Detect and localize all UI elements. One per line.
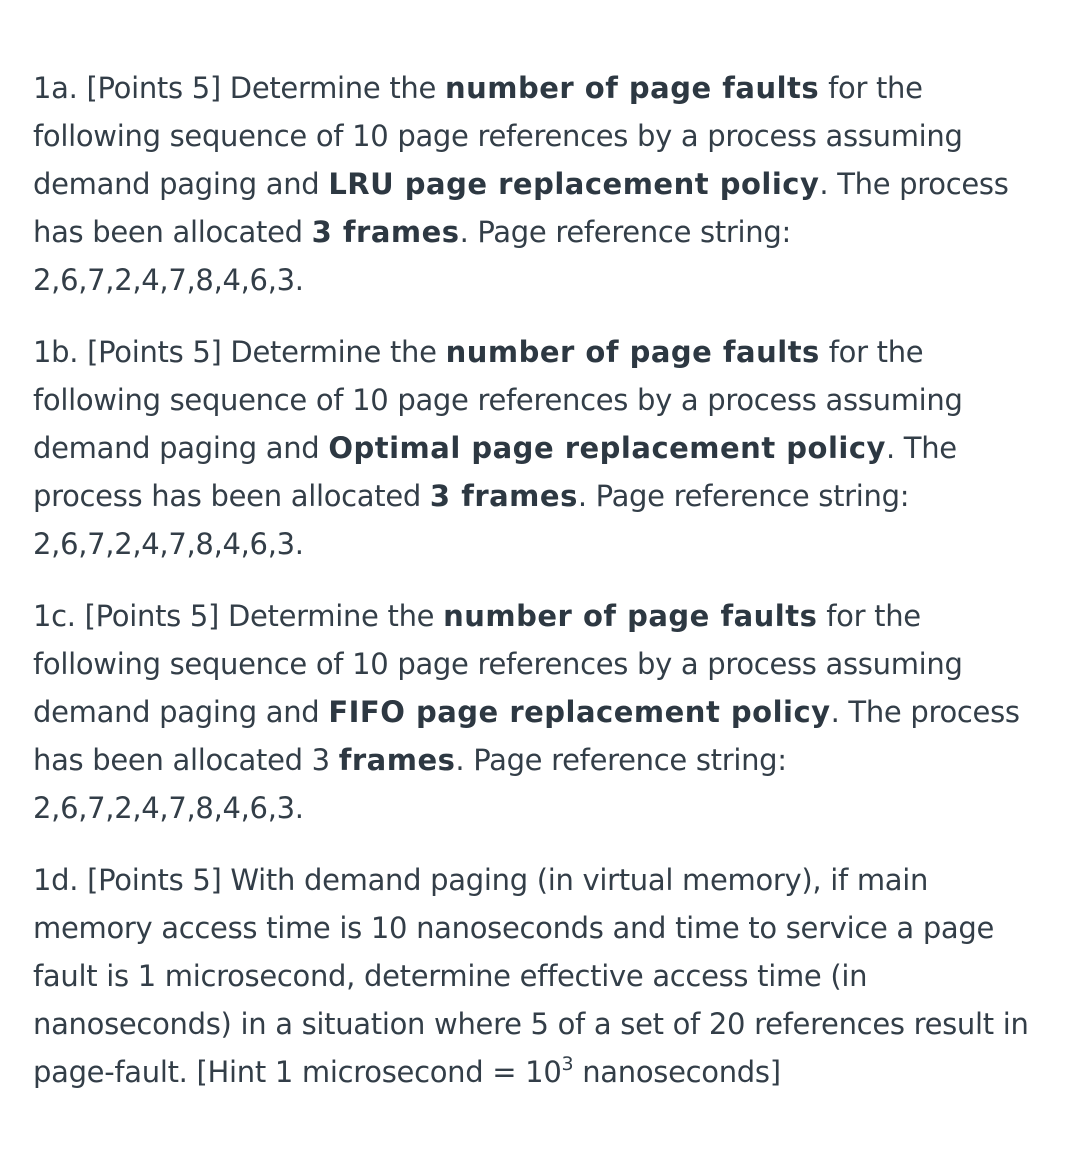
question-1b-body: for the following sequence of 10 page references by a process assuming demand paging and <box>33 335 963 465</box>
question-1b-prefix: 1b. [Points 5] Determine the <box>33 335 446 369</box>
question-1a-emphasis-faults: number of page faults <box>444 71 820 105</box>
question-1a-reference-string: . Page reference string: 2,6,7,2,4,7,8,4,6,3. <box>33 215 791 297</box>
question-1c <box>33 592 1043 832</box>
question-1b-emphasis-policy: Optimal page replacement policy <box>328 431 886 465</box>
question-1d-text: 1d. [Points 5] With demand paging (in virtual memory), if main memory access time is 10 nanoseconds and time to service a page fault is 1 microsecond, determine effective access time (in nanoseconds) in a situation where 5 of a set of 20 references result in page-fault. [Hint 1 microsecond = 10 <box>33 863 1029 1089</box>
question-1a-emphasis-frames: 3 frames <box>311 215 460 249</box>
question-1c-prefix: 1c. [Points 5] Determine the <box>33 599 444 633</box>
question-1c-body: for the following sequence of 10 page references by a process assuming demand paging and <box>33 599 963 729</box>
question-1b-emphasis-faults: number of page faults <box>445 335 820 369</box>
question-1c-emphasis-frames: frames <box>338 743 456 777</box>
question-1c-emphasis-faults: number of page faults <box>443 599 818 633</box>
question-1a-body-2: . The process has been allocated <box>33 167 1009 249</box>
question-1c-emphasis-policy: FIFO page replacement policy <box>328 695 831 729</box>
question-1a-body: for the following sequence of 10 page references by a process assuming demand paging and <box>33 71 963 201</box>
question-document <box>33 64 1043 1120</box>
question-1a <box>33 64 1043 304</box>
question-1b-emphasis-frames: 3 frames <box>429 479 578 513</box>
question-1a-emphasis-policy: LRU page replacement policy <box>328 167 820 201</box>
question-1b <box>33 328 1043 568</box>
question-1b-body-2: . The process has been allocated <box>33 431 957 513</box>
question-1d <box>33 856 1043 1096</box>
question-1c-reference-string: . Page reference string: 2,6,7,2,4,7,8,4,6,3. <box>33 743 787 825</box>
question-1d-exponent: 3 <box>561 1053 574 1075</box>
question-1a-prefix: 1a. [Points 5] Determine the <box>33 71 445 105</box>
question-1b-reference-string: . Page reference string: 2,6,7,2,4,7,8,4,6,3. <box>33 479 910 561</box>
question-1c-body-2: . The process has been allocated 3 <box>33 695 1020 777</box>
question-1d-tail: nanoseconds] <box>573 1055 781 1089</box>
